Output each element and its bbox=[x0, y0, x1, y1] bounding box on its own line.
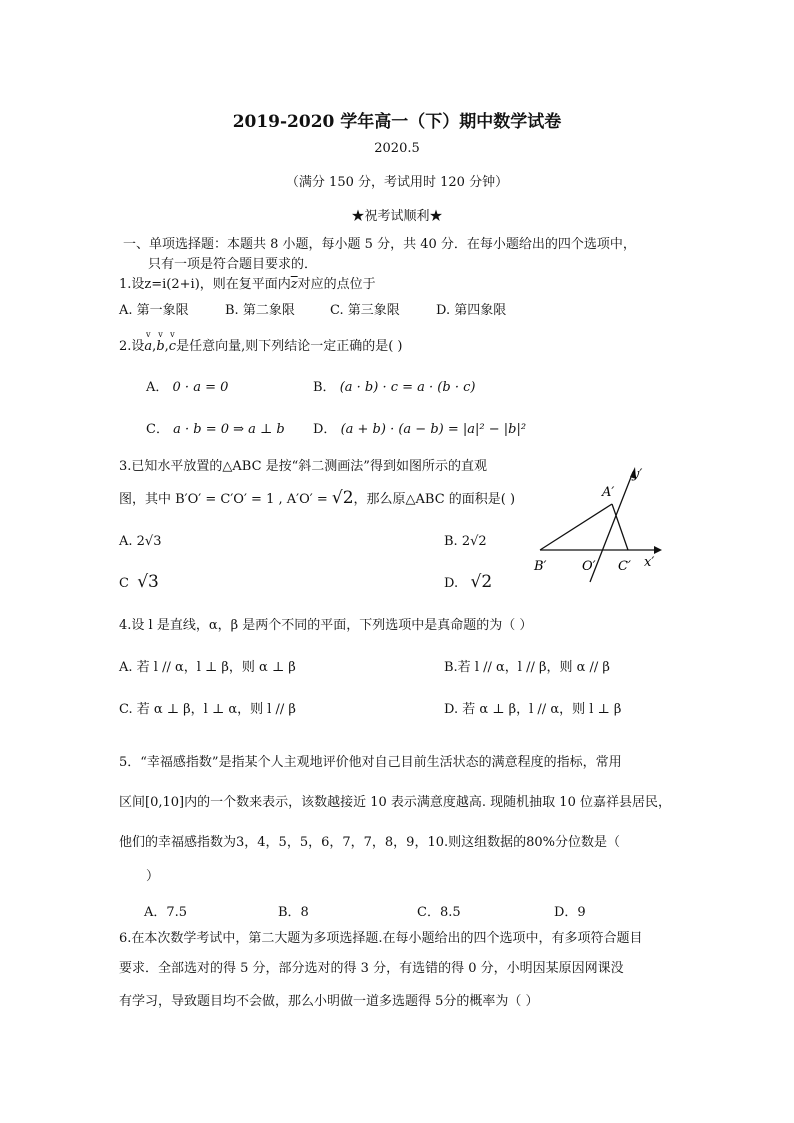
q3-option-b: B. 2√2 bbox=[444, 534, 487, 549]
q4-option-d: D. 若 α ⊥ β，l // α，则 l ⊥ β bbox=[444, 702, 622, 717]
q2-sep-2: , bbox=[164, 339, 169, 354]
q2-option-d-label: D． bbox=[313, 422, 337, 437]
q3-option-c bbox=[119, 572, 159, 592]
q2-option-b-label: B． bbox=[313, 380, 336, 395]
q2-option-c-label: C． bbox=[146, 422, 169, 437]
q3-stem-line2b: ，那么原△ABC 的面积是( ) bbox=[353, 492, 516, 507]
q2-vector-b: v b bbox=[156, 339, 164, 354]
q2-vector-c: v c bbox=[169, 339, 176, 354]
q4-stem: 4.设 l 是直线，α，β 是两个不同的平面，下列选项中是真命题的为（ ） bbox=[119, 618, 533, 633]
q3-stem-line2a: 图，其中 B′O′ = C′O′ = 1 , A′O′ = bbox=[119, 492, 328, 507]
q2-option-a-label: A． bbox=[146, 380, 169, 395]
q5-line4: ） bbox=[146, 869, 160, 884]
q5-line1: 5．“幸福感指数”是指某个人主观地评价他对自己目前生活状态的满意程度的指标，常用 bbox=[119, 755, 622, 770]
q6-line3: 有学习，导致题目均不会做，那么小明做一道多选题得 5分的概率为（ ） bbox=[119, 994, 539, 1009]
q2-option-b-expr: (a · b) · c = a · (b · c) bbox=[339, 380, 476, 395]
q5-option-d: D．9 bbox=[554, 905, 586, 920]
label-y-axis: y′ bbox=[632, 467, 643, 482]
q2-stem-suffix: 是任意向量,则下列结论一定正确的是( ) bbox=[176, 339, 403, 354]
q2-vector-a: v a bbox=[144, 339, 152, 354]
q1-stem-b: 对应的点位于 bbox=[297, 277, 376, 292]
q3-stem-sqrt: √2 bbox=[331, 488, 354, 508]
exam-info: （满分 150 分，考试用时 120 分钟） bbox=[285, 175, 509, 190]
exam-title: 2019-2020 学年高一（下）期中数学试卷 bbox=[232, 112, 562, 132]
q4-option-a: A. 若 l // α，l ⊥ β，则 α ⊥ β bbox=[119, 660, 296, 675]
q2-option-a-expr: 0 · a = 0 bbox=[172, 380, 229, 395]
section-heading-line2: 只有一项是符合题目要求的． bbox=[148, 257, 318, 272]
q2-option-d-expr: (a + b) · (a − b) = |a|² − |b|² bbox=[340, 422, 527, 437]
q2-option-c bbox=[146, 418, 285, 437]
label-a-prime: A′ bbox=[602, 485, 615, 500]
q4-option-c: C. 若 α ⊥ β，l ⊥ α，则 l // β bbox=[119, 702, 296, 717]
q3-option-c-value: √3 bbox=[137, 572, 159, 592]
q5-line3: 他们的幸福感指数为3，4，5，5，6，7，7，8，9，10.则这组数据的80%分位数是（ bbox=[119, 835, 621, 850]
q5-option-a: A．7.5 bbox=[144, 905, 188, 920]
q2-option-b bbox=[313, 376, 475, 395]
q3-stem-line1: 3.已知水平放置的△ABC 是按“斜二测画法”得到如图所示的直观 bbox=[119, 459, 487, 474]
q3-option-a: A. 2√3 bbox=[119, 534, 162, 549]
q2-option-c-expr: a · b = 0 ⇒ a ⊥ b bbox=[173, 422, 285, 437]
q5-line2: 区间[0,10]内的一个数来表示，该数越接近 10 表示满意度越高. 现随机抽取 10 位嘉祥县居民， bbox=[119, 795, 671, 810]
segment-ac bbox=[612, 504, 628, 550]
q1-stem-z: $\overline{z}$ bbox=[290, 277, 298, 292]
q4-option-b: B.若 l // α，l // β，则 α // β bbox=[444, 660, 610, 675]
q1-stem bbox=[119, 273, 376, 292]
q3-oblique-figure bbox=[520, 458, 670, 596]
q2-stem bbox=[119, 335, 402, 354]
q1-option-c: C. 第三象限 bbox=[330, 303, 400, 318]
q6-line2: 要求．全部选对的得 5 分，部分选对的得 3 分，有选错的得 0 分，小明因某原因网课没 bbox=[119, 961, 624, 976]
q2-sep-1: , bbox=[152, 339, 157, 354]
label-b-prime: B′ bbox=[534, 559, 547, 574]
label-o-prime: O′ bbox=[582, 559, 596, 574]
q2-option-a bbox=[146, 376, 228, 395]
q3-option-d bbox=[444, 572, 492, 592]
label-x-axis: x′ bbox=[644, 555, 655, 570]
q3-option-d-label: D. bbox=[444, 576, 459, 591]
q2-stem-prefix: 2.设 bbox=[119, 339, 145, 354]
q3-option-c-label: C bbox=[119, 576, 129, 591]
q5-option-b: B．8 bbox=[278, 905, 309, 920]
q2-option-d bbox=[313, 418, 526, 437]
q5-option-c: C．8.5 bbox=[417, 905, 461, 920]
exam-date: 2020.5 bbox=[374, 141, 420, 156]
x-axis-arrow bbox=[654, 546, 662, 554]
q1-option-a: A. 第一象限 bbox=[119, 303, 189, 318]
q3-stem-line2 bbox=[119, 488, 515, 508]
label-c-prime: C′ bbox=[618, 559, 631, 574]
q3-option-d-value: √2 bbox=[470, 572, 493, 592]
section-heading-line1: 一、单项选择题：本题共 8 小题，每小题 5 分，共 40 分．在每小题给出的四个选项中， bbox=[123, 237, 636, 252]
exam-wish: ★祝考试顺利★ bbox=[351, 209, 443, 224]
q1-option-b: B. 第二象限 bbox=[225, 303, 295, 318]
q6-line1: 6.在本次数学考试中，第二大题为多项选择题.在每小题给出的四个选项中，有多项符合题目 bbox=[119, 931, 643, 946]
q1-stem-a: 1.设z=i(2+i)，则在复平面内 bbox=[119, 277, 291, 292]
segment-ba bbox=[540, 504, 612, 550]
q1-option-d: D. 第四象限 bbox=[436, 303, 507, 318]
